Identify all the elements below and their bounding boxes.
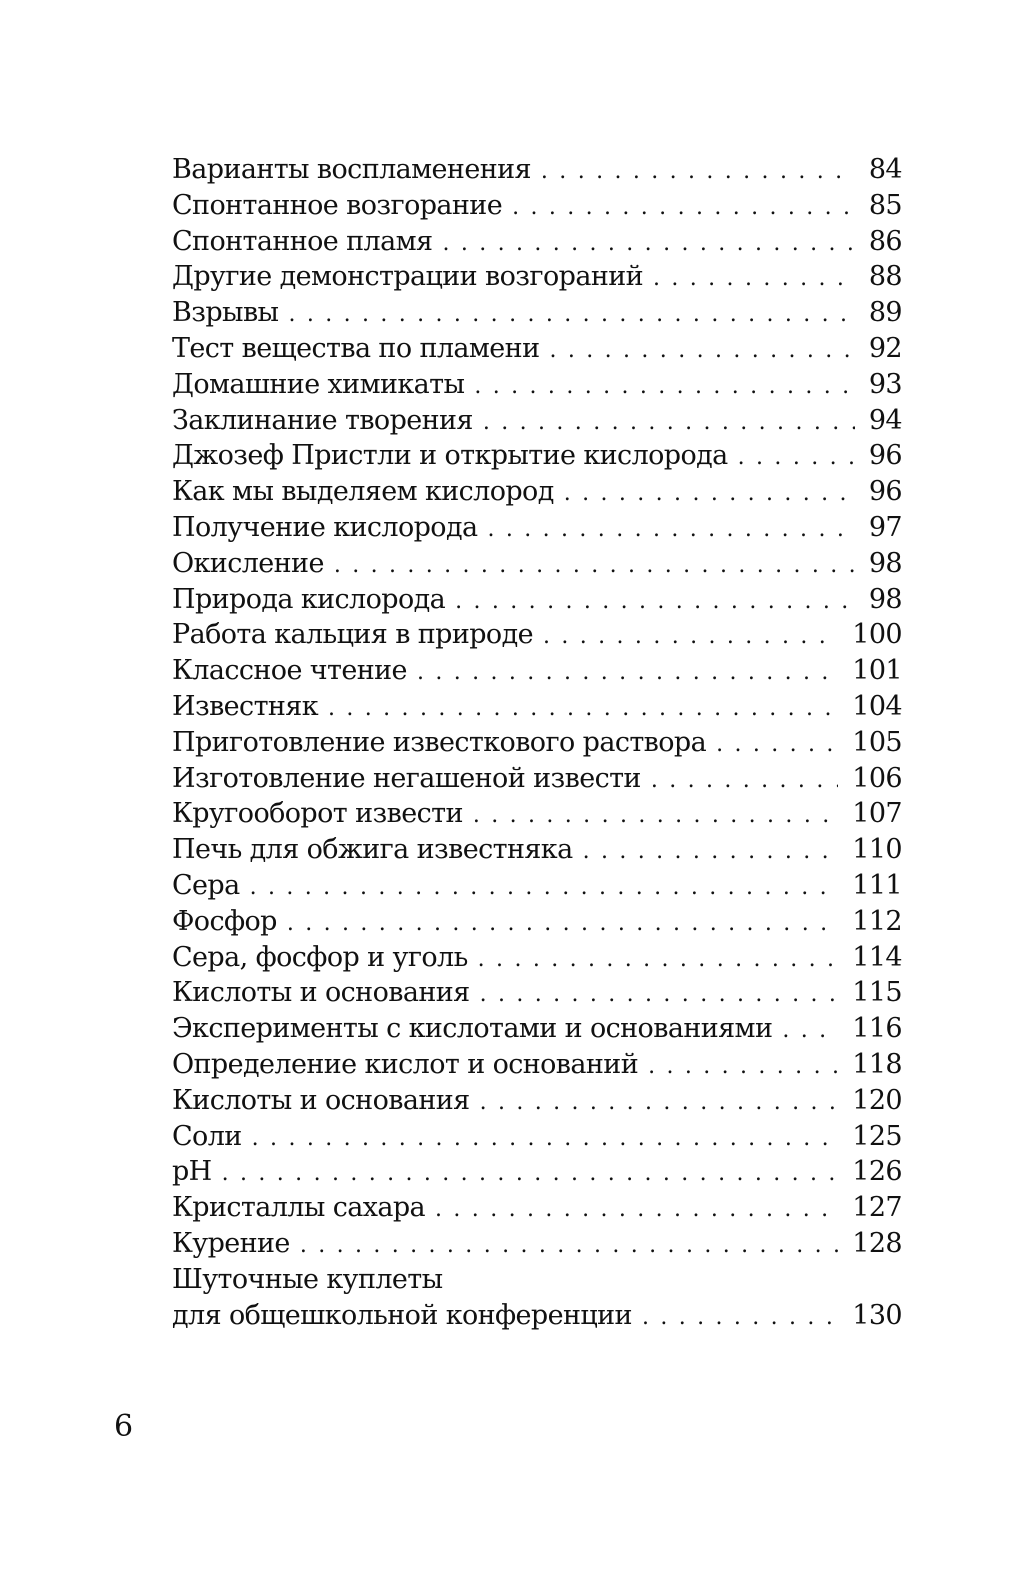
toc-entry-page: 116 (852, 1013, 902, 1045)
dot-leader (417, 655, 838, 691)
toc-entry-title: Окисление (172, 547, 324, 579)
toc-entry-title: Заклинание творения (172, 404, 473, 436)
toc-entry-title: Сера (172, 869, 240, 901)
toc-entry-page: 98 (868, 547, 902, 579)
dot-leader (583, 834, 839, 870)
toc-entry-page: 92 (868, 332, 902, 364)
toc-entry (172, 582, 902, 618)
dot-leader (480, 977, 839, 1013)
dot-leader (442, 226, 854, 262)
toc-entry-title: Как мы выделяем кислород (172, 476, 554, 508)
toc-entry-page: 96 (868, 476, 902, 508)
toc-entry-title: Взрывы (172, 297, 279, 329)
toc-entry-page: 125 (852, 1120, 902, 1152)
dot-leader (651, 763, 838, 799)
toc-entry (172, 725, 902, 761)
toc-entry-title: Курение (172, 1227, 290, 1259)
dot-leader (300, 1228, 838, 1264)
toc-entry (172, 761, 902, 797)
dot-leader (478, 942, 839, 978)
toc-entry-page: 98 (868, 583, 902, 615)
toc-entry-page: 112 (852, 905, 902, 937)
toc-entry (172, 1226, 902, 1262)
toc-entry-page: 110 (852, 834, 902, 866)
toc-entry (172, 1190, 902, 1226)
toc-entry-title: Другие демонстрации возгораний (172, 261, 644, 293)
toc-entry-page: 115 (852, 977, 902, 1009)
dot-leader (480, 1085, 839, 1121)
toc-entry (172, 868, 902, 904)
toc-entry-page: 111 (852, 869, 902, 901)
toc-entry-page: 96 (868, 440, 902, 472)
toc-entry-title: Печь для обжига известняка (172, 834, 573, 866)
toc-entry-title: Кристаллы сахара (172, 1192, 426, 1224)
toc-entry-page: 93 (868, 368, 902, 400)
toc-entry-page: 114 (852, 941, 902, 973)
toc-entry (172, 224, 902, 260)
dot-leader (222, 1156, 839, 1192)
toc-entry-page: 85 (868, 189, 902, 221)
dot-leader (648, 1049, 838, 1085)
toc-entry-title: Известняк (172, 690, 319, 722)
toc-entry-title: pH (172, 1156, 212, 1188)
toc-entry-page: 118 (852, 1048, 902, 1080)
toc-entry-title: Спонтанное пламя (172, 225, 433, 257)
toc-entry (172, 295, 902, 331)
toc-entry-page: 97 (868, 511, 902, 543)
toc-entry-title: Определение кислот и оснований (172, 1048, 639, 1080)
dot-leader (541, 154, 855, 190)
toc-entry-page: 130 (852, 1299, 902, 1331)
toc-entry (172, 367, 902, 403)
toc-entry (172, 474, 902, 510)
toc-entry-title: Кислоты и основания (172, 977, 470, 1009)
toc-entry-page: 94 (868, 404, 902, 436)
toc-entry-title: для общешкольной конференции (172, 1299, 632, 1331)
toc-entry (172, 1119, 902, 1155)
toc-entry (172, 975, 902, 1011)
toc-entry (172, 796, 902, 832)
toc-entry (172, 1083, 902, 1119)
toc-entry-title: Классное чтение (172, 655, 407, 687)
toc-entry-title: Работа кальция в природе (172, 619, 533, 651)
toc-entry (172, 832, 902, 868)
toc-entry-page: 89 (868, 297, 902, 329)
toc-entry-title: Получение кислорода (172, 511, 478, 543)
dot-leader (435, 1192, 838, 1228)
dot-leader (288, 297, 854, 333)
toc-entry-page: 120 (852, 1084, 902, 1116)
page-number: 6 (114, 1409, 134, 1444)
dot-leader (543, 619, 838, 655)
toc-entry-page: 105 (852, 726, 902, 758)
dot-leader (512, 190, 855, 226)
toc-entry (172, 152, 902, 188)
toc-entry-title: Джозеф Пристли и открытие кислорода (172, 440, 728, 472)
toc-entry-page: 88 (868, 261, 902, 293)
dot-leader (483, 405, 855, 441)
toc-entry (172, 689, 902, 725)
toc-entry (172, 904, 902, 940)
toc-entry-page: 127 (852, 1192, 902, 1224)
dot-leader (549, 333, 854, 369)
toc-entry (172, 1011, 902, 1047)
dot-leader (716, 727, 838, 763)
toc-entry (172, 1298, 902, 1334)
toc-entry-title: Эксперименты с кислотами и основаниями (172, 1013, 773, 1045)
toc-entry-page: 104 (852, 690, 902, 722)
toc-entry-title: Варианты воспламенения (172, 154, 531, 185)
toc-entry-title: Тест вещества по пламени (172, 332, 540, 364)
dot-leader (474, 369, 854, 405)
toc-entry-page: 86 (868, 225, 902, 257)
toc-entry-title: Изготовление негашеной извести (172, 762, 641, 794)
dot-leader (487, 512, 854, 548)
toc-entry-page: 107 (852, 798, 902, 830)
toc-entry-page: 126 (852, 1156, 902, 1188)
toc-entry (172, 331, 902, 367)
toc-entry-page: 100 (852, 619, 902, 651)
toc-entry (172, 188, 902, 224)
toc-entry (172, 403, 902, 439)
toc-entry-title: Соли (172, 1120, 242, 1152)
toc-entry-title: Сера, фосфор и уголь (172, 941, 468, 973)
dot-leader (250, 870, 839, 906)
toc-entry (172, 259, 902, 295)
toc-entry (172, 1154, 902, 1190)
dot-leader (455, 584, 855, 620)
dot-leader (328, 691, 838, 727)
dot-leader (334, 548, 855, 584)
dot-leader (287, 906, 838, 942)
dot-leader (564, 476, 855, 512)
toc-entry-title: Домашние химикаты (172, 368, 465, 400)
dot-leader (642, 1300, 838, 1336)
toc-entry-page: 101 (852, 655, 902, 687)
toc-entry (172, 1262, 902, 1298)
toc-entry (172, 940, 902, 976)
dot-leader (738, 440, 855, 476)
toc-entry (172, 438, 902, 474)
toc-entry (172, 546, 902, 582)
toc-entry (172, 653, 902, 689)
toc-entry-page: 84 (868, 154, 902, 185)
toc-entry-page: 106 (852, 762, 902, 794)
dot-leader (473, 798, 838, 834)
dot-leader (252, 1121, 839, 1157)
toc-entry-title: Фосфор (172, 905, 277, 937)
toc-entry-page: 128 (852, 1227, 902, 1259)
toc-entry-title: Кислоты и основания (172, 1084, 470, 1116)
toc-entry-title: Шуточные куплеты (172, 1263, 443, 1295)
toc-entry (172, 510, 902, 546)
toc-entry (172, 1047, 902, 1083)
toc-entry-title: Спонтанное возгорание (172, 189, 503, 221)
dot-leader (782, 1013, 838, 1049)
toc-entry-title: Кругооборот извести (172, 798, 463, 830)
dot-leader (653, 261, 855, 297)
toc-entry-title: Приготовление известкового раствора (172, 726, 707, 758)
table-of-contents (172, 152, 902, 1333)
toc-entry-title: Природа кислорода (172, 583, 446, 615)
toc-entry (172, 617, 902, 653)
